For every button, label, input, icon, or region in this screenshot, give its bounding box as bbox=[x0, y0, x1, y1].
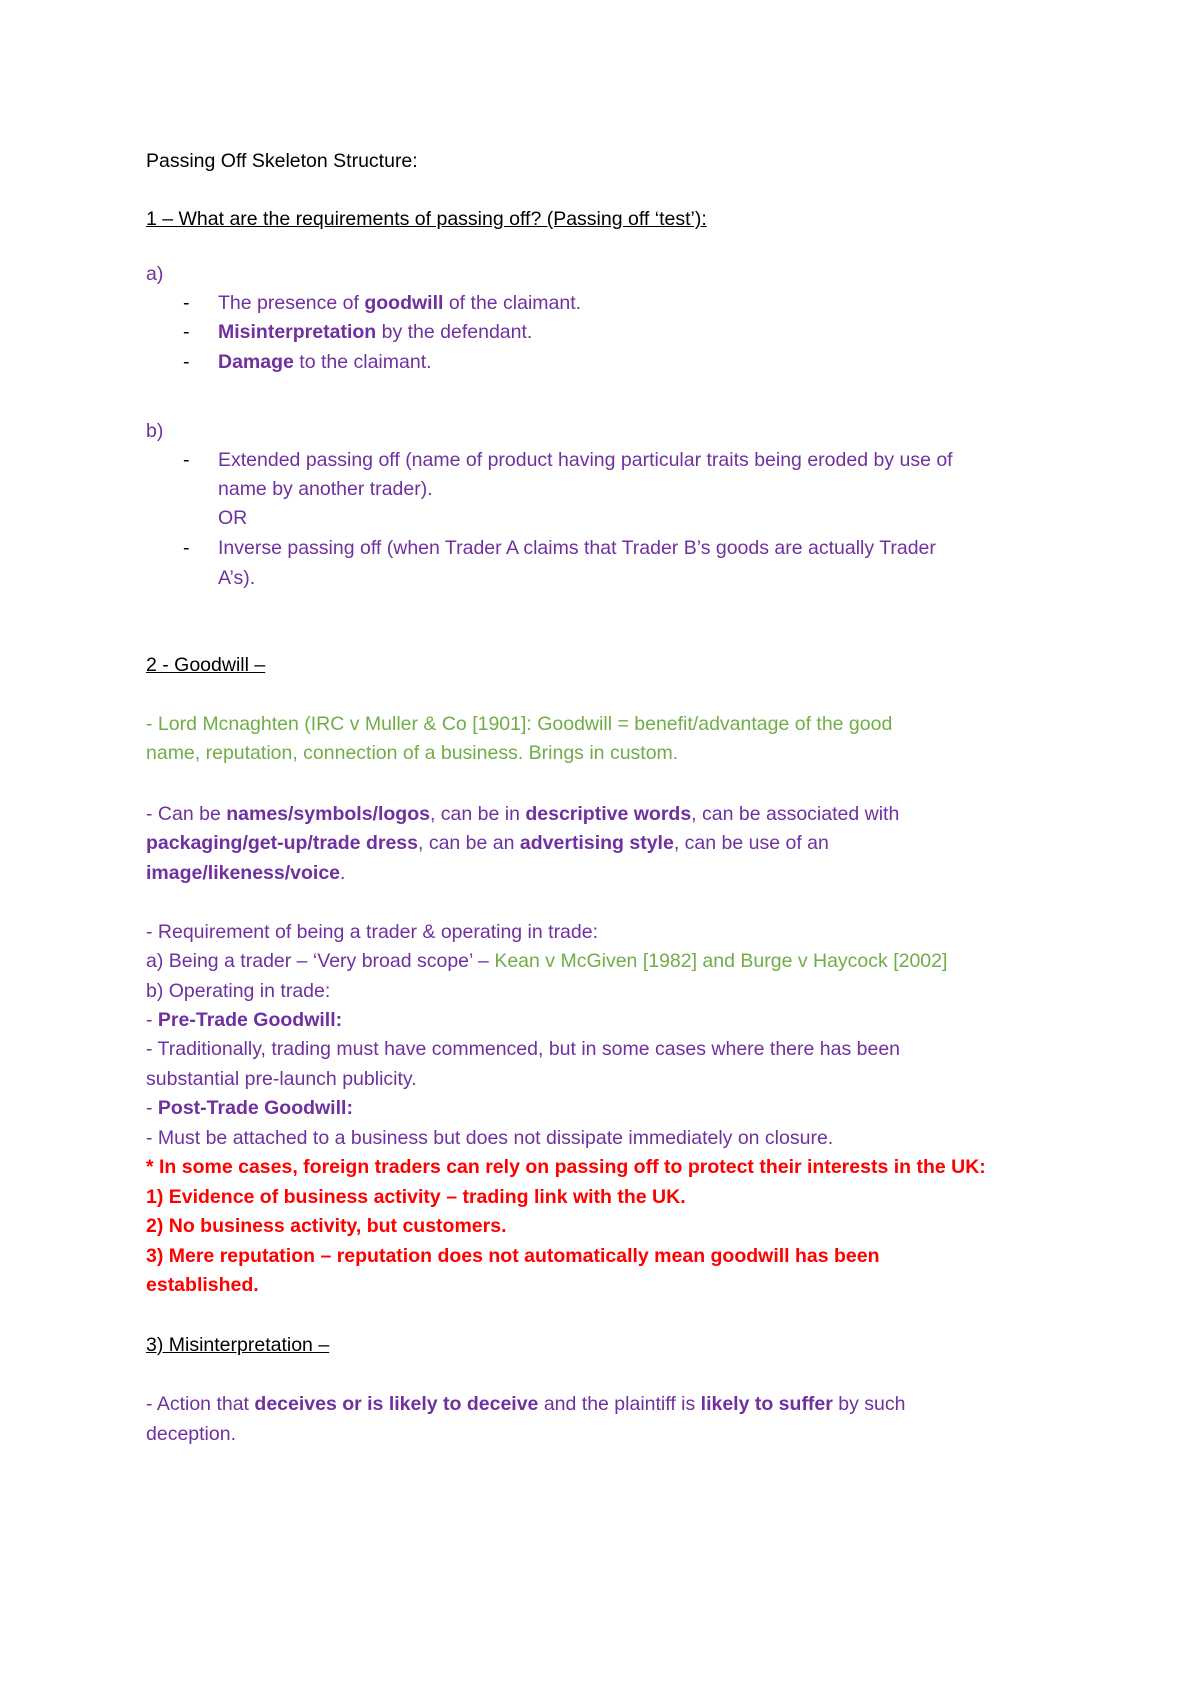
b-or: OR bbox=[218, 507, 248, 529]
misinterpretation-line2: deception. bbox=[146, 1423, 236, 1445]
operating-in-trade: b) Operating in trade: bbox=[146, 980, 331, 1002]
pre-trade-line1: - Traditionally, trading must have commenced, but in some cases where there has been bbox=[146, 1038, 901, 1060]
a-item-goodwill: The presence of goodwill of the claimant. bbox=[218, 292, 582, 314]
misinterpretation-line1: - Action that deceives or is likely to deceive and the plaintiff is likely to suffer by such bbox=[146, 1393, 906, 1415]
foreign-point-1: 1) Evidence of business activity – trading link with the UK. bbox=[146, 1186, 686, 1208]
bullet-dash: - bbox=[183, 537, 190, 559]
bullet-dash: - bbox=[183, 449, 190, 471]
foreign-point-3-line2: established. bbox=[146, 1274, 259, 1296]
document-title: Passing Off Skeleton Structure: bbox=[146, 150, 418, 172]
a-item-misinterpretation: Misinterpretation by the defendant. bbox=[218, 321, 533, 343]
post-trade-heading: - Post-Trade Goodwill: bbox=[146, 1097, 353, 1119]
foreign-point-2: 2) No business activity, but customers. bbox=[146, 1215, 507, 1237]
bullet-dash: - bbox=[183, 321, 190, 343]
section3-heading: 3) Misinterpretation – bbox=[146, 1334, 330, 1356]
pre-trade-line2: substantial pre-launch publicity. bbox=[146, 1068, 417, 1090]
bullet-dash: - bbox=[183, 292, 190, 314]
section1-a-label: a) bbox=[146, 263, 164, 285]
bullet-dash: - bbox=[183, 351, 190, 373]
b-item-inverse-line2: A’s). bbox=[218, 567, 256, 589]
section2-heading: 2 - Goodwill – bbox=[146, 654, 266, 676]
being-trader-line: a) Being a trader – ‘Very broad scope’ – Kean v McGiven [1982] and Burge v Haycock [2002] bbox=[146, 950, 948, 972]
lord-mcnaghten-line1: - Lord Mcnaghten (IRC v Muller & Co [1901]: Goodwill = benefit/advantage of the good bbox=[146, 713, 893, 735]
post-trade-line1: - Must be attached to a business but does not dissipate immediately on closure. bbox=[146, 1127, 834, 1149]
a-item-damage: Damage to the claimant. bbox=[218, 351, 432, 373]
foreign-traders-note: * In some cases, foreign traders can rely on passing off to protect their interests in the UK: bbox=[146, 1156, 986, 1178]
foreign-point-3-line1: 3) Mere reputation – reputation does not automatically mean goodwill has been bbox=[146, 1245, 880, 1267]
can-be-line1: - Can be names/symbols/logos, can be in descriptive words, can be associated with bbox=[146, 803, 900, 825]
b-item-extended-line2: name by another trader). bbox=[218, 478, 433, 500]
b-item-extended-line1: Extended passing off (name of product having particular traits being eroded by use of bbox=[218, 449, 953, 471]
section1-b-label: b) bbox=[146, 420, 164, 442]
pre-trade-heading: - Pre-Trade Goodwill: bbox=[146, 1009, 343, 1031]
can-be-line2: packaging/get-up/trade dress, can be an advertising style, can be use of an bbox=[146, 832, 829, 854]
section1-heading: 1 – What are the requirements of passing off? (Passing off ‘test’): bbox=[146, 208, 707, 230]
can-be-line3: image/likeness/voice. bbox=[146, 862, 346, 884]
requirement-line: - Requirement of being a trader & operating in trade: bbox=[146, 921, 599, 943]
b-item-inverse-line1: Inverse passing off (when Trader A claims that Trader B’s goods are actually Trader bbox=[218, 537, 936, 559]
lord-mcnaghten-line2: name, reputation, connection of a business. Brings in custom. bbox=[146, 742, 679, 764]
